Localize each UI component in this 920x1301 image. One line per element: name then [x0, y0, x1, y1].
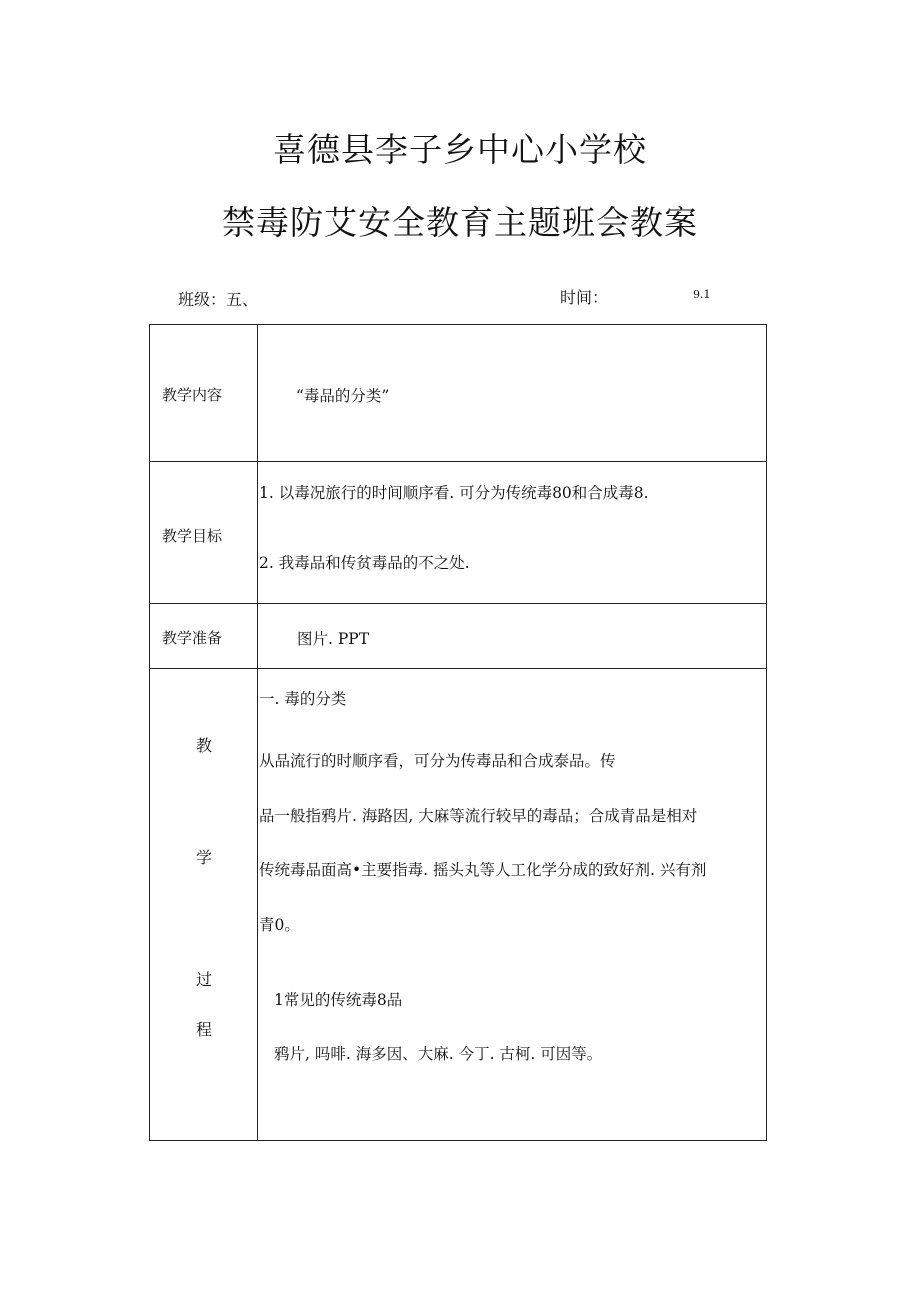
process-line: 品一般指鸦片. 海路因, 大麻等流行较早的毒品；合成青品是相对 — [259, 807, 698, 825]
objective-line-1: 1. 以毒况旅行的时间顺序看. 可分为传统毒80和合成毒8. — [259, 484, 649, 502]
row-divider — [150, 603, 766, 604]
class-label: 班级：五、 — [178, 290, 259, 309]
objective-line-2: 2. 我毒品和传贫毒品的不之处. — [259, 554, 470, 572]
process-label-char: 教 — [196, 736, 213, 755]
school-name: 喜德县李子乡中心小学校 — [273, 130, 647, 169]
process-line: 青0。 — [259, 916, 300, 934]
column-divider — [257, 325, 258, 1140]
row-divider — [150, 668, 766, 669]
row-divider — [150, 461, 766, 462]
process-line: 鸦片, 吗啡. 海多因、大麻. 今丁. 古柯. 可因等。 — [274, 1045, 603, 1063]
row-content-topic: “毒品的分类” — [296, 387, 390, 405]
row-label-content: 教学内容 — [162, 386, 223, 404]
row-label-objectives: 教学目标 — [162, 527, 223, 545]
row-label-preparation: 教学准备 — [162, 629, 223, 647]
time-label: 时间： — [560, 288, 609, 307]
process-label-char: 学 — [196, 848, 213, 867]
process-line: 1常见的传统毒8品 — [274, 991, 403, 1009]
time-value: 9.1 — [693, 288, 711, 301]
process-line: 从品流行的时顺序看，可分为传毒品和合成泰品。传 — [259, 752, 616, 770]
lesson-plan-table — [149, 324, 767, 1141]
process-label-char: 程 — [196, 1020, 213, 1039]
page-title: 禁毒防艾安全教育主题班会教案 — [222, 203, 698, 242]
process-line: 一. 毒的分类 — [259, 690, 347, 708]
process-label-char: 过 — [196, 970, 213, 989]
process-line: 传统毒品面高•主要指毒. 摇头丸等人工化学分成的致好剂. 兴有剂 — [259, 861, 707, 879]
preparation-content: 图片. PPT — [297, 630, 370, 648]
